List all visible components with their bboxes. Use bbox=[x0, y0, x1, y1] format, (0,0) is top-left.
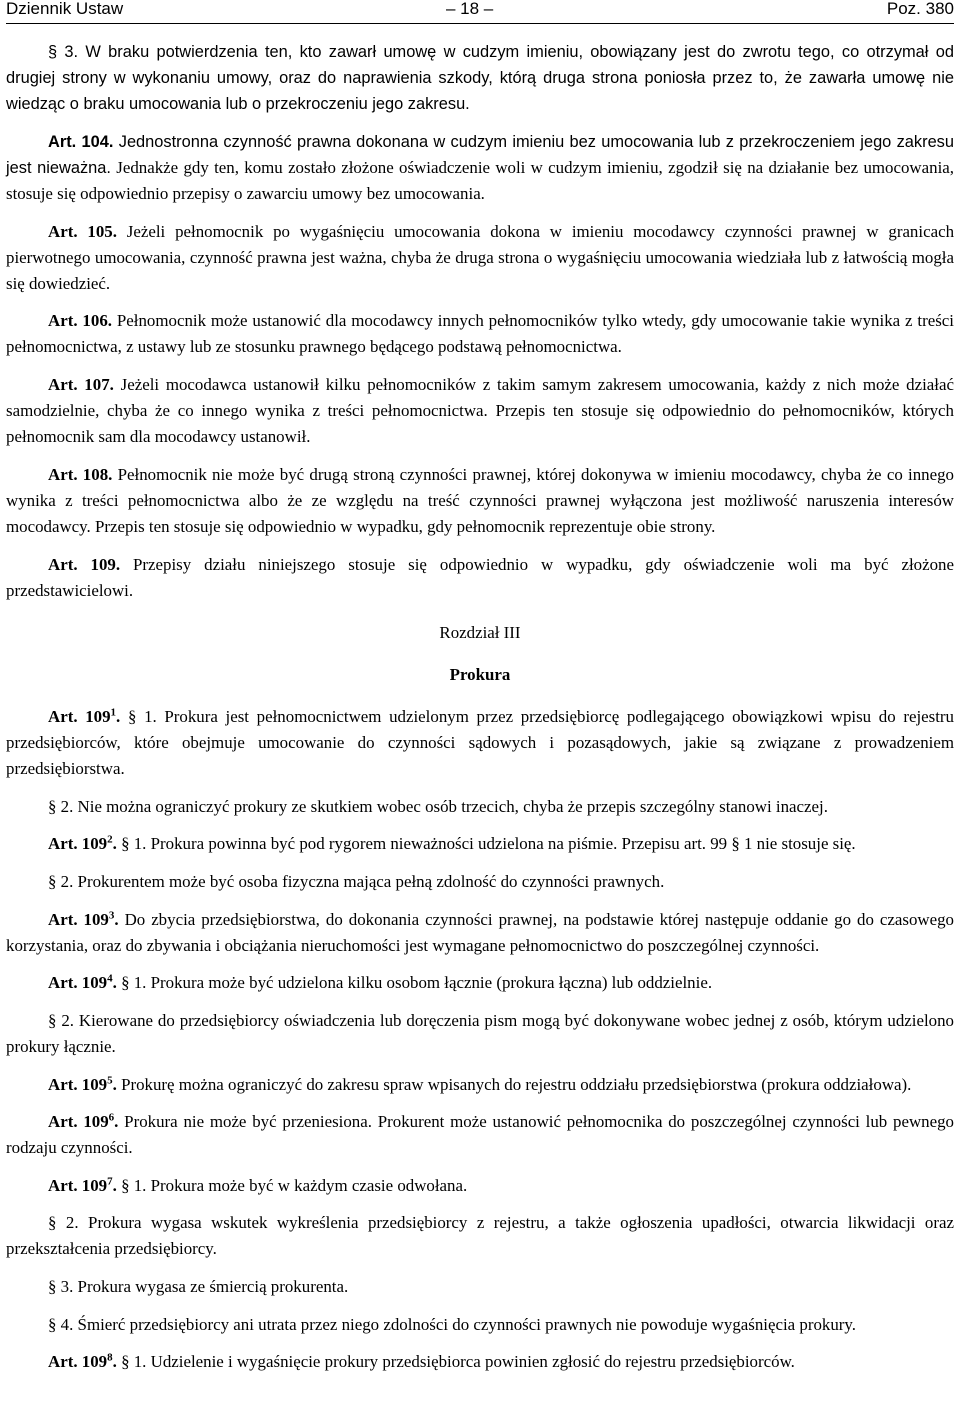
article-label: Art. 109 bbox=[48, 973, 108, 993]
position-number: Poz. 380 bbox=[886, 0, 954, 18]
article-109-8 bbox=[6, 1349, 954, 1375]
article-text: Prokurę można ograniczyć do zakresu spraw wpisanych do rejestru oddziału przedsiębiorstwa (prokura oddziałowa). bbox=[116, 1074, 912, 1094]
article-109 bbox=[6, 552, 954, 604]
article-superscript: 8 bbox=[107, 1351, 113, 1364]
article-109-5 bbox=[6, 1072, 954, 1098]
article-109-4 bbox=[6, 970, 954, 996]
paragraph-art103-3: § 3. W braku potwierdzenia ten, kto zawarł umowę w cudzym imieniu, obowiązany jest do zwrotu tego, co otrzymał od drugiej strony w wykonaniu umowy, oraz do naprawienia szkody, którą druga strona poniosła przez to, że zawarła umowę nie wiedząc o braku umocowania lub o przekroczeniu jego zakresu. bbox=[6, 43, 954, 114]
article-104 bbox=[6, 129, 954, 207]
article-label: Art. 109 bbox=[48, 834, 108, 854]
document-body bbox=[6, 39, 954, 1387]
article-label: Art. 105. bbox=[48, 221, 117, 241]
article-text: Jeżeli pełnomocnik po wygaśnięciu umocowania dokona w imieniu mocodawcy czynności prawnej w granicach pierwotnego umocowania, czynność prawna jest ważna, chyba że druga strona o wygaśnięciu umocowania wiedziała lub z łatwością mogła się dowiedzieć. bbox=[6, 221, 955, 293]
article-text: Jednostronna czynność prawna dokonana w cudzym imieniu bez umocowania lub z przekroczeniem jego zakresu jest nieważna. bbox=[6, 132, 954, 177]
chapter-number: Rozdział III bbox=[439, 622, 521, 642]
article-109-6 bbox=[6, 1109, 954, 1161]
article-text: Jeżeli mocodawca ustanowił kilku pełnomocników z takim samym zakresem umocowania, każdy z nich może działać samodzielnie, chyba że co innego wynika z treści pełnomocnictwa. Przepis ten stosuje się odpowiednio do pełnomocników, których pełnomocnik sam dla mocodawcy ustanowił. bbox=[6, 375, 954, 447]
article-superscript: 5 bbox=[107, 1073, 113, 1086]
article-text: § 1. Prokura może być w każdym czasie odwołana. bbox=[116, 1175, 468, 1195]
article-text: § 1. Prokura jest pełnomocnictwem udzielonym przez przedsiębiorcę podlegającego obowiązkowi wpisu do rejestru przedsiębiorców, które obejmuje umocowanie do czynności sądowych i pozasądowych, jakie są związane z prowadzeniem przedsiębiorstwa. bbox=[6, 706, 954, 779]
page-header bbox=[6, 0, 954, 23]
article-text: § 1. Prokura powinna być pod rygorem nieważności udzielona na piśmie. Przepisu art. 99 § 1 nie stosuje się. bbox=[116, 834, 856, 854]
article-text: Prokura nie może być przeniesiona. Prokurent może ustanowić pełnomocnika do poszczególnej czynności lub pewnego rodzaju czynności. bbox=[6, 1112, 954, 1158]
article-label: Art. 106. bbox=[48, 311, 112, 331]
article-superscript: 6 bbox=[108, 1111, 115, 1124]
article-label-dot: . bbox=[114, 909, 119, 929]
article-109-7-par-4: § 4. Śmierć przedsiębiorcy ani utrata przez niego zdolności do czynności prawnych nie powoduje wygaśnięcia prokury. bbox=[48, 1314, 856, 1334]
article-label: Art. 109 bbox=[48, 909, 109, 929]
article-label-dot: . bbox=[116, 706, 121, 726]
article-label-dot: . bbox=[112, 973, 117, 993]
journal-title: Dziennik Ustaw bbox=[6, 0, 124, 18]
article-109-2 bbox=[6, 831, 954, 857]
article-107 bbox=[6, 372, 954, 450]
article-superscript: 7 bbox=[107, 1175, 113, 1188]
article-106 bbox=[6, 308, 954, 360]
article-text: Jednakże gdy ten, komu zostało złożone oświadczenie woli w cudzym imieniu, zgodził się na działanie bez umocowania, stosuje się odpowiednio przepisy o zawarciu umowy bez umocowania. bbox=[6, 157, 954, 203]
article-label: Art. 109 bbox=[48, 1175, 108, 1195]
article-label-dot: . bbox=[112, 1175, 117, 1195]
article-105 bbox=[6, 219, 954, 297]
article-label-dot: . bbox=[112, 834, 117, 854]
article-text: § 1. Udzielenie i wygaśnięcie prokury przedsiębiorca powinien zgłosić do rejestru przedsiębiorców. bbox=[116, 1352, 795, 1372]
article-label: Art. 109 bbox=[48, 1352, 108, 1372]
article-label: Art. 108. bbox=[48, 464, 113, 484]
article-label: Art. 109 bbox=[48, 1112, 109, 1132]
article-label: Art. 109 bbox=[48, 1074, 108, 1094]
article-109-4-par-2: § 2. Kierowane do przedsiębiorcy oświadczenia lub doręczenia pism mogą być dokonywane wobec jednej z osób, którym udzielono prokury łącznie. bbox=[6, 1010, 954, 1056]
article-superscript: 4 bbox=[107, 972, 113, 985]
article-109-7-par-2: § 2. Prokura wygasa wskutek wykreślenia przedsiębiorcy z rejestru, a także ogłoszenia upadłości, otwarcia likwidacji oraz przekształcenia przedsiębiorcy. bbox=[6, 1213, 954, 1259]
article-superscript: 1 bbox=[110, 706, 117, 719]
article-label: Art. 104. bbox=[48, 132, 114, 151]
article-108 bbox=[6, 462, 954, 540]
article-superscript: 3 bbox=[108, 908, 115, 921]
article-109-7 bbox=[6, 1173, 954, 1199]
article-109-1 bbox=[6, 704, 954, 782]
article-109-3 bbox=[6, 907, 954, 959]
header-rule bbox=[6, 23, 954, 24]
page-number: – 18 – bbox=[446, 0, 494, 18]
article-label: Art. 109. bbox=[48, 554, 121, 574]
article-text: Przepisy działu niniejszego stosuje się odpowiednio w wypadku, gdy oświadczenie woli ma być złożone przedstawicielowi. bbox=[6, 554, 954, 600]
article-109-7-par-3: § 3. Prokura wygasa ze śmiercią prokurenta. bbox=[48, 1277, 349, 1297]
article-text: § 1. Prokura może być udzielona kilku osobom łącznie (prokura łączna) lub oddzielnie. bbox=[116, 973, 713, 993]
article-superscript: 2 bbox=[107, 833, 113, 846]
article-109-1-par-2: § 2. Nie można ograniczyć prokury ze skutkiem wobec osób trzecich, chyba że przepis szczególny stanowi inaczej. bbox=[48, 796, 828, 816]
article-label-dot: . bbox=[112, 1074, 117, 1094]
article-label: Art. 109 bbox=[48, 706, 111, 726]
article-text: Pełnomocnik może ustanowić dla mocodawcy innych pełnomocników tylko wtedy, gdy umocowanie takie wynika z treści pełnomocnictwa, z ustawy lub ze stosunku prawnego będącego podstawą pełnomocnictwa. bbox=[6, 311, 954, 357]
article-label-dot: . bbox=[114, 1112, 119, 1132]
article-text: Pełnomocnik nie może być drugą stroną czynności prawnej, której dokonywa w imieniu mocodawcy, chyba że co innego wynika z treści pełnomocnictwa albo że ze względu na treść czynności prawnej wyłączona jest możliwość naruszenia interesów mocodawcy. Przepis ten stosuje się odpowiednio w wypadku, gdy pełnomocnik reprezentuje obie strony. bbox=[6, 464, 954, 536]
article-label: Art. 107. bbox=[48, 375, 114, 395]
article-label-dot: . bbox=[112, 1352, 117, 1372]
article-109-2-par-2: § 2. Prokurentem może być osoba fizyczna mająca pełną zdolność do czynności prawnych. bbox=[48, 871, 665, 891]
article-text: Do zbycia przedsiębiorstwa, do dokonania czynności prawnej, na podstawie której następuje oddanie go do czasowego korzystania, oraz do zbywania i obciążania nieruchomości jest wymagane pełnomocnictwo do poszczególnej czynności. bbox=[6, 909, 954, 955]
chapter-title: Prokura bbox=[449, 664, 511, 684]
